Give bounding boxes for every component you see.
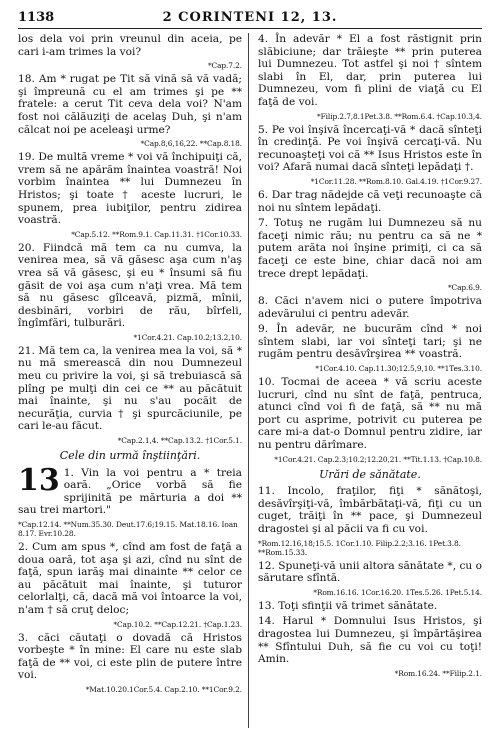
page-title: 2 CORINTENI 12, 13. [162,10,338,25]
verse-text: 10. Tocmai de aceea * vă scriu aceste lucruri, cînd nu sînt de faţă, pentruca, atunci cînd voi fi de faţă, să ** nu mă port cu asprime, potrivit cu puterea pe care mi-a dat-o Domnul pentru zidire, iar nu pentru dărîmare. [258,376,482,452]
verse-text: 14. Harul * Domnului Isus Hristos, şi dragostea lui Dumnezeu, şi împărtăşirea ** Sfîntului Duh, să fie cu voi cu toţi! Amin. [258,615,482,666]
cross-reference: *Cap.12.14. **Num.35.30. Deut.17.6;19.15. Mat.18.16. Ioan 8.17. Evr.10.28. [18,520,238,538]
cross-reference: *Cap.5.12. **Rom.9.1. Cap.11.31. †1Cor.10.33. [71,229,242,239]
chapter-start [18,462,242,517]
cross-reference: *Filip.2.7,8.1Pet.3.8. **Rom.6.4. †Cap.10.3,4. [317,111,482,121]
chapter-number: 13 [18,462,60,498]
verse-text: 12. Spuneţi-vă unii altora sănătate *, cu o sărutare sfîntă. [258,559,482,585]
section-heading: Cele din urmă înştiinţări. [59,449,201,463]
cross-reference: *Mat.10.20.1Cor.5.4. Cap.2.10. **1Cor.9.2. [85,684,242,694]
verse-text: 20. Fiindcă mă tem ca nu cumva, la venirea mea, să vă găsesc aşa cum n'aş vrea să vă găsesc, şi eu * însumi să fiu găsit de voi aşa cum n'aţi vrea. Mă tem să nu găsesc gîlceavă, pizmă, mînii, desbinări, vorbiri de rău, bîrfeli, îngîmfări, tulburări. [18,241,242,330]
verse-text: 9. În adevăr, ne bucurăm cînd * noi sîntem slabi, iar voi sînteţi tari; şi ne rugăm pentru desăvîrşirea ** voastră. [258,323,482,361]
cross-reference: *Rom.16.24. **Filip.2.1. [394,668,482,678]
cross-reference: *Cap.2.1,4. **Cap.13.2. †1Cor.5.1. [117,436,242,446]
verse-text: 6. Dar trag nădejde că veţi recunoaşte că noi nu sîntem lepădaţi. [258,188,482,214]
verse-text: 1. Vin la voi pentru a * treia oară. „Orice vorbă să fie sprijinită pe mărturia a doi ** sau trei martori." [18,466,242,517]
cross-reference: *Rom.12.16,18;15.5. 1Cor.1.10. Filip.2.2;3.16. 1Pet.3.8. **Rom.15.33. [258,538,461,557]
cross-reference: *Cap.6.9. [447,283,482,293]
verse-text: los dela voi prin vreunul din aceia, pe cari i-am trimes la voi? [18,33,242,58]
cross-reference: *1Cor.4.21. Cap.2.3;10.2;12.20,21. **Tit.1.13. †Cap.10.8. [274,454,482,464]
cross-reference: *1Cor.4.21. Cap.10.2;13.2,10. [133,332,242,342]
verse-text: 5. Pe voi înşivă încercaţi-vă * dacă sînteţi în credinţă. Pe voi înşivă cercaţi-vă. Nu recunoaşteţi voi că ** Isus Hristos este în voi? Afară numai dacă sînteţi lepădaţi †. [258,123,482,174]
verse-text: 2. Cum am spus *, cînd am fost de faţă a doua oară, tot aşa şi azi, cînd nu sînt de faţă, spun iarăş mai dinainte ** celor ce au păcătuit mai înainte, şi tuturor celorlalţi, că, dacă mă voi întoarce la voi, n'am † să cruţ deloc; [18,541,242,616]
cross-reference: *Cap.10.2. **Cap.12.21. †Cap.1.23. [113,619,242,629]
verse-text: 19. De multă vreme * voi vă închipuiţi că, vrem să ne apărăm înaintea voastră! Noi vorbim înaintea ** lui Dumnezeu în Hristos; şi toate † aceste lucruri, le spunem, prea iubiţilor, pentru zidirea voastră. [18,151,242,227]
column-divider [248,33,249,728]
header-rule [18,28,482,29]
section-heading: Urări de sănătate. [319,467,421,481]
right-column [258,33,482,681]
verse-text: 13. Toţi sfinţii vă trimet sănătate. [258,599,438,612]
page-header [18,10,482,26]
left-column [18,33,242,697]
cross-reference: *1Cor.11.28. **Rom.8.10. Gal.4.19. †1Cor.9.27. [310,176,482,186]
verse-text: 11. Incolo, fraţilor, fiţi * sănătoşi, desăvîrşiţi-vă, îmbărbătaţi-vă, fiţi cu un cuget, trăiţi în ** pace, şi Dumnezeul dragostei şi al păcii va fi cu voi. [258,485,482,535]
verse-text: 21. Mă tem ca, la venirea mea la voi, să * nu mă smerească din nou Dumnezeul meu cu privire la voi, şi să trebuiască să plîng pe mulţi din cei ce ** au păcătuit mai înainte, şi nu s'au pocăit de necurăţia, curvia † şi spurcăciunile, pe cari le-au făcut. [18,344,242,433]
verse-text: 4. În adevăr * El a fost răstignit prin slăbiciune; dar trăieşte ** prin puterea lui Dumnezeu. Tot astfel şi noi † sîntem slabi în El, dar, prin puterea lui Dumnezeu, vom fi plini de viaţă cu El faţă de voi. [258,33,482,108]
page-number: 1138 [18,10,55,25]
verse-text: 18. Am * rugat pe Tit să vină să vă vadă; şi împreună cu el am trimes şi pe ** fratele: a cerut Tit ceva dela voi? N'am fost noi călăuziţi de acelaş Duh, şi n'am călcat noi pe aceleaşi urme? [18,73,242,136]
cross-reference: *Rom.16.16. 1Cor.16.20. 1Tes.5.26. 1Pet.5.14. [313,587,482,597]
verse-text: 8. Căci n'avem nici o putere împotriva adevărului ci pentru adevăr. [258,295,482,320]
cross-reference: *Cap.8,6,16,22. **Cap.8.18. [140,139,242,149]
verse-text: 7. Totuş ne rugăm lui Dumnezeu să nu faceţi nimic rău; nu pentru ca să ne * putem arăta noi înşine primiţi, ci ca să faceţi ce este bine, chiar dacă noi am trece drept lepădaţi. [258,217,482,280]
cross-reference: *Cap.7.2. [207,61,242,71]
cross-reference: *1Cor.4.10. Cap.11.30;12.5,9,10. **1Tes.3.10. [315,364,482,374]
verse-text: 3. căci căutaţi o dovadă că Hristos vorbeşte * în mine: El care nu este slab faţă de ** voi, ci este plin de putere între voi. [18,631,242,682]
